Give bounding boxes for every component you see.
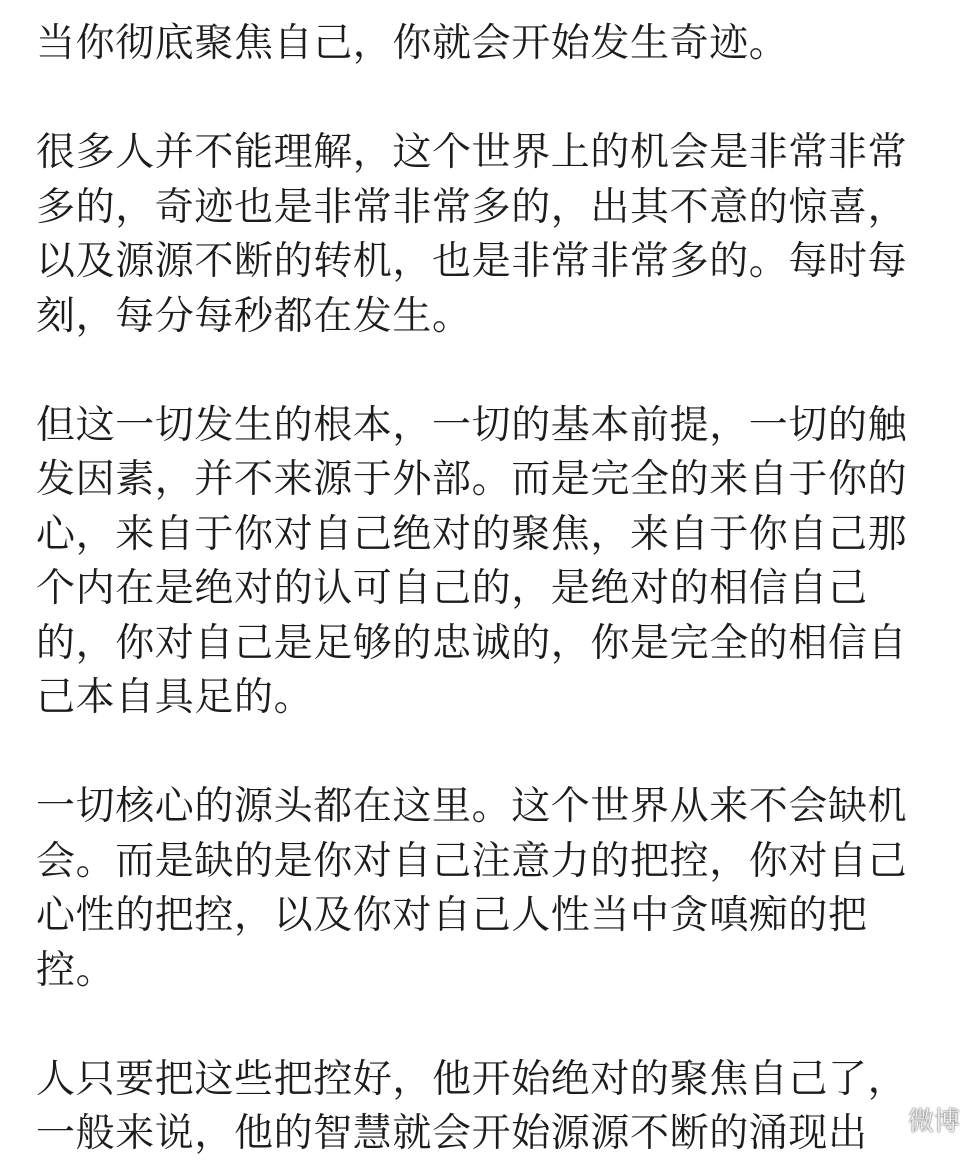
paragraph-gap bbox=[36, 726, 936, 781]
paragraph-1 bbox=[36, 0, 936, 72]
article-body bbox=[36, 0, 936, 1162]
text-line: 以及源源不断的转机，也是非常非常多的。每时每 bbox=[36, 239, 908, 284]
text-line: 个内在是绝对的认可自己的，是绝对的相信自己 bbox=[36, 566, 868, 611]
paragraph-2 bbox=[36, 126, 936, 344]
paragraph-gap bbox=[36, 998, 936, 1053]
text-line: 己本自具足的。 bbox=[36, 675, 314, 720]
text-line: 一切核心的源头都在这里。这个世界从来不会缺机 bbox=[36, 784, 908, 829]
text-line: 的，你对自己是足够的忠诚的，你是完全的相信自 bbox=[36, 620, 908, 666]
text-line: 刻，每分每秒都在发生。 bbox=[36, 293, 472, 339]
paragraph-4 bbox=[36, 780, 936, 998]
watermark-text: 微博 bbox=[907, 1107, 960, 1137]
text-line: 多的，奇迹也是非常非常多的，出其不意的惊喜， bbox=[36, 184, 908, 230]
text-line: 很多人并不能理解，这个世界上的机会是非常非常 bbox=[36, 130, 908, 175]
paragraph-gap bbox=[36, 72, 936, 127]
text-line: 人只要把这些把控好，他开始绝对的聚焦自己了， bbox=[36, 1056, 908, 1102]
weibo-icon bbox=[870, 1106, 904, 1134]
text-line: 发因素，并不来源于外部。而是完全的来自于你的 bbox=[36, 457, 908, 502]
text-line: 心性的把控，以及你对自己人性当中贪嗔痴的把 bbox=[36, 893, 868, 938]
text-line: 当你彻底聚焦自己，你就会开始发生奇迹。 bbox=[36, 21, 789, 66]
weibo-watermark bbox=[870, 1101, 960, 1138]
paragraph-3 bbox=[36, 399, 936, 726]
paragraph-gap bbox=[36, 344, 936, 399]
text-line: 但这一切发生的根本，一切的基本前提，一切的触 bbox=[36, 402, 908, 448]
paragraph-5 bbox=[36, 1053, 936, 1162]
text-line: 会。而是缺的是你对自己注意力的把控，你对自己 bbox=[36, 838, 908, 884]
text-line: 心，来自于你对自己绝对的聚焦，来自于你自己那 bbox=[36, 511, 908, 557]
text-line: 一般来说，他的智慧就会开始源源不断的涌现出 bbox=[36, 1111, 868, 1156]
text-line: 控。 bbox=[36, 947, 116, 993]
